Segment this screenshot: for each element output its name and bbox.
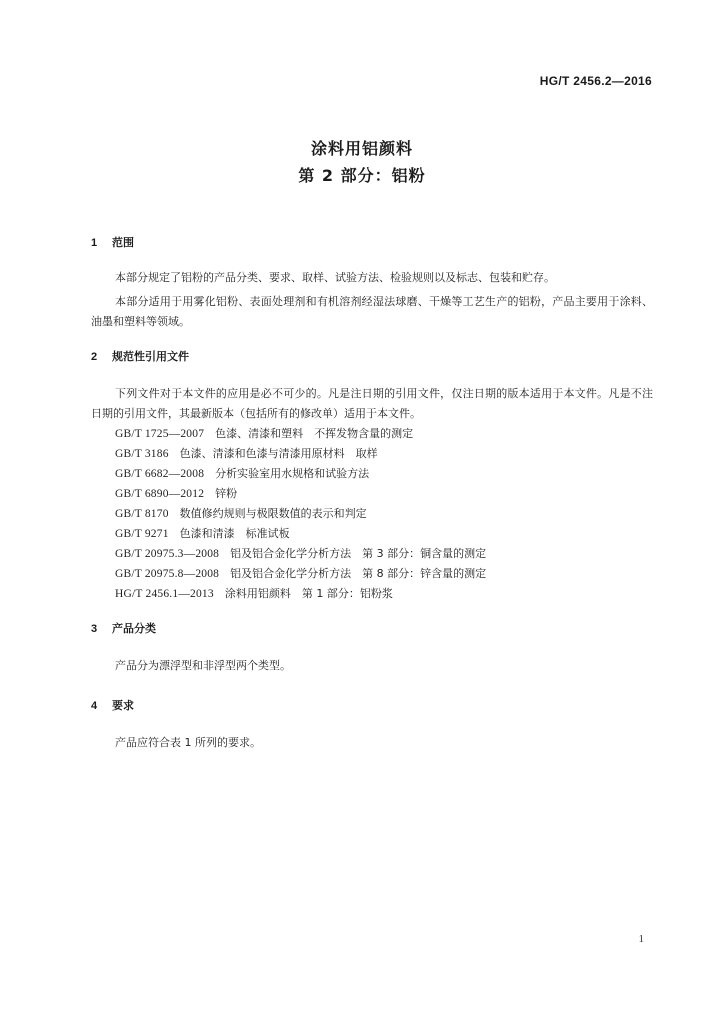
reference-item	[115, 424, 486, 444]
section-number: 3	[91, 623, 98, 635]
reference-code: HG/T 2456.1—2013	[115, 588, 214, 600]
section-number: 4	[91, 700, 98, 712]
reference-code: GB/T 9271	[115, 528, 169, 540]
document-title: 涂料用铝颜料	[310, 139, 413, 158]
reference-item	[115, 584, 486, 604]
reference-code: GB/T 6890—2012	[115, 488, 205, 500]
reference-item	[115, 444, 486, 464]
section-number: 1	[91, 237, 98, 249]
reference-title: 分析实验室用水规格和试验方法	[215, 467, 370, 480]
reference-title: 色漆、清漆和色漆与清漆用原材料 取样	[179, 447, 378, 460]
reference-item	[115, 484, 486, 504]
reference-code: GB/T 3186	[115, 448, 169, 460]
scope-paragraph-2: 本部分适用于用雾化铝粉、表面处理剂和有机溶剂经湿法球磨、干燥等工艺生产的铝粉，产品主要用于涂料、油墨和塑料等领域。	[91, 295, 653, 328]
scope-paragraph-1: 本部分规定了铝粉的产品分类、要求、取样、试验方法、检验规则以及标志、包装和贮存。	[115, 271, 555, 284]
reference-item	[115, 464, 486, 484]
section-title: 范围	[112, 236, 134, 249]
reference-code: GB/T 8170	[115, 508, 169, 520]
page-number: 1	[638, 933, 644, 945]
reference-title: 涂料用铝颜料 第 1 部分：铝粉浆	[224, 587, 393, 600]
section-heading-requirements	[91, 697, 134, 713]
standard-number: HG/T 2456.2—2016	[539, 74, 652, 88]
section-title: 要求	[112, 699, 134, 712]
reference-item	[115, 524, 486, 544]
reference-code: GB/T 1725—2007	[115, 428, 205, 440]
section-heading-scope	[91, 234, 134, 250]
reference-item	[115, 504, 486, 524]
reference-title: 铝及铝合金化学分析方法 第 8 部分：锌含量的测定	[230, 567, 487, 580]
reference-title: 色漆、清漆和塑料 不挥发物含量的测定	[215, 427, 414, 440]
requirements-paragraph: 产品应符合表 1 所列的要求。	[115, 736, 261, 749]
references-intro: 下列文件对于本文件的应用是必不可少的。凡是注日期的引用文件，仅注日期的版本适用于本文件。凡是不注日期的引用文件，其最新版本（包括所有的修改单）适用于本文件。	[91, 387, 653, 420]
reference-title: 数值修约规则与极限数值的表示和判定	[179, 507, 367, 520]
section-number: 2	[91, 351, 98, 363]
section-title: 规范性引用文件	[112, 350, 189, 363]
reference-title: 铝及铝合金化学分析方法 第 3 部分：铜含量的测定	[230, 547, 487, 560]
reference-title: 锌粉	[215, 487, 238, 500]
reference-code: GB/T 6682—2008	[115, 468, 205, 480]
section-heading-normative-references	[91, 348, 189, 364]
section-heading-classification	[91, 620, 156, 636]
document-subtitle: 第 2 部分：铝粉	[298, 166, 426, 185]
reference-item	[115, 564, 486, 584]
reference-code: GB/T 20975.8—2008	[115, 568, 220, 580]
classification-paragraph: 产品分为漂浮型和非浮型两个类型。	[115, 659, 291, 672]
reference-code: GB/T 20975.3—2008	[115, 548, 220, 560]
reference-item	[115, 544, 486, 564]
reference-title: 色漆和清漆 标准试板	[179, 527, 290, 540]
section-title: 产品分类	[112, 622, 156, 635]
reference-list	[115, 424, 486, 604]
